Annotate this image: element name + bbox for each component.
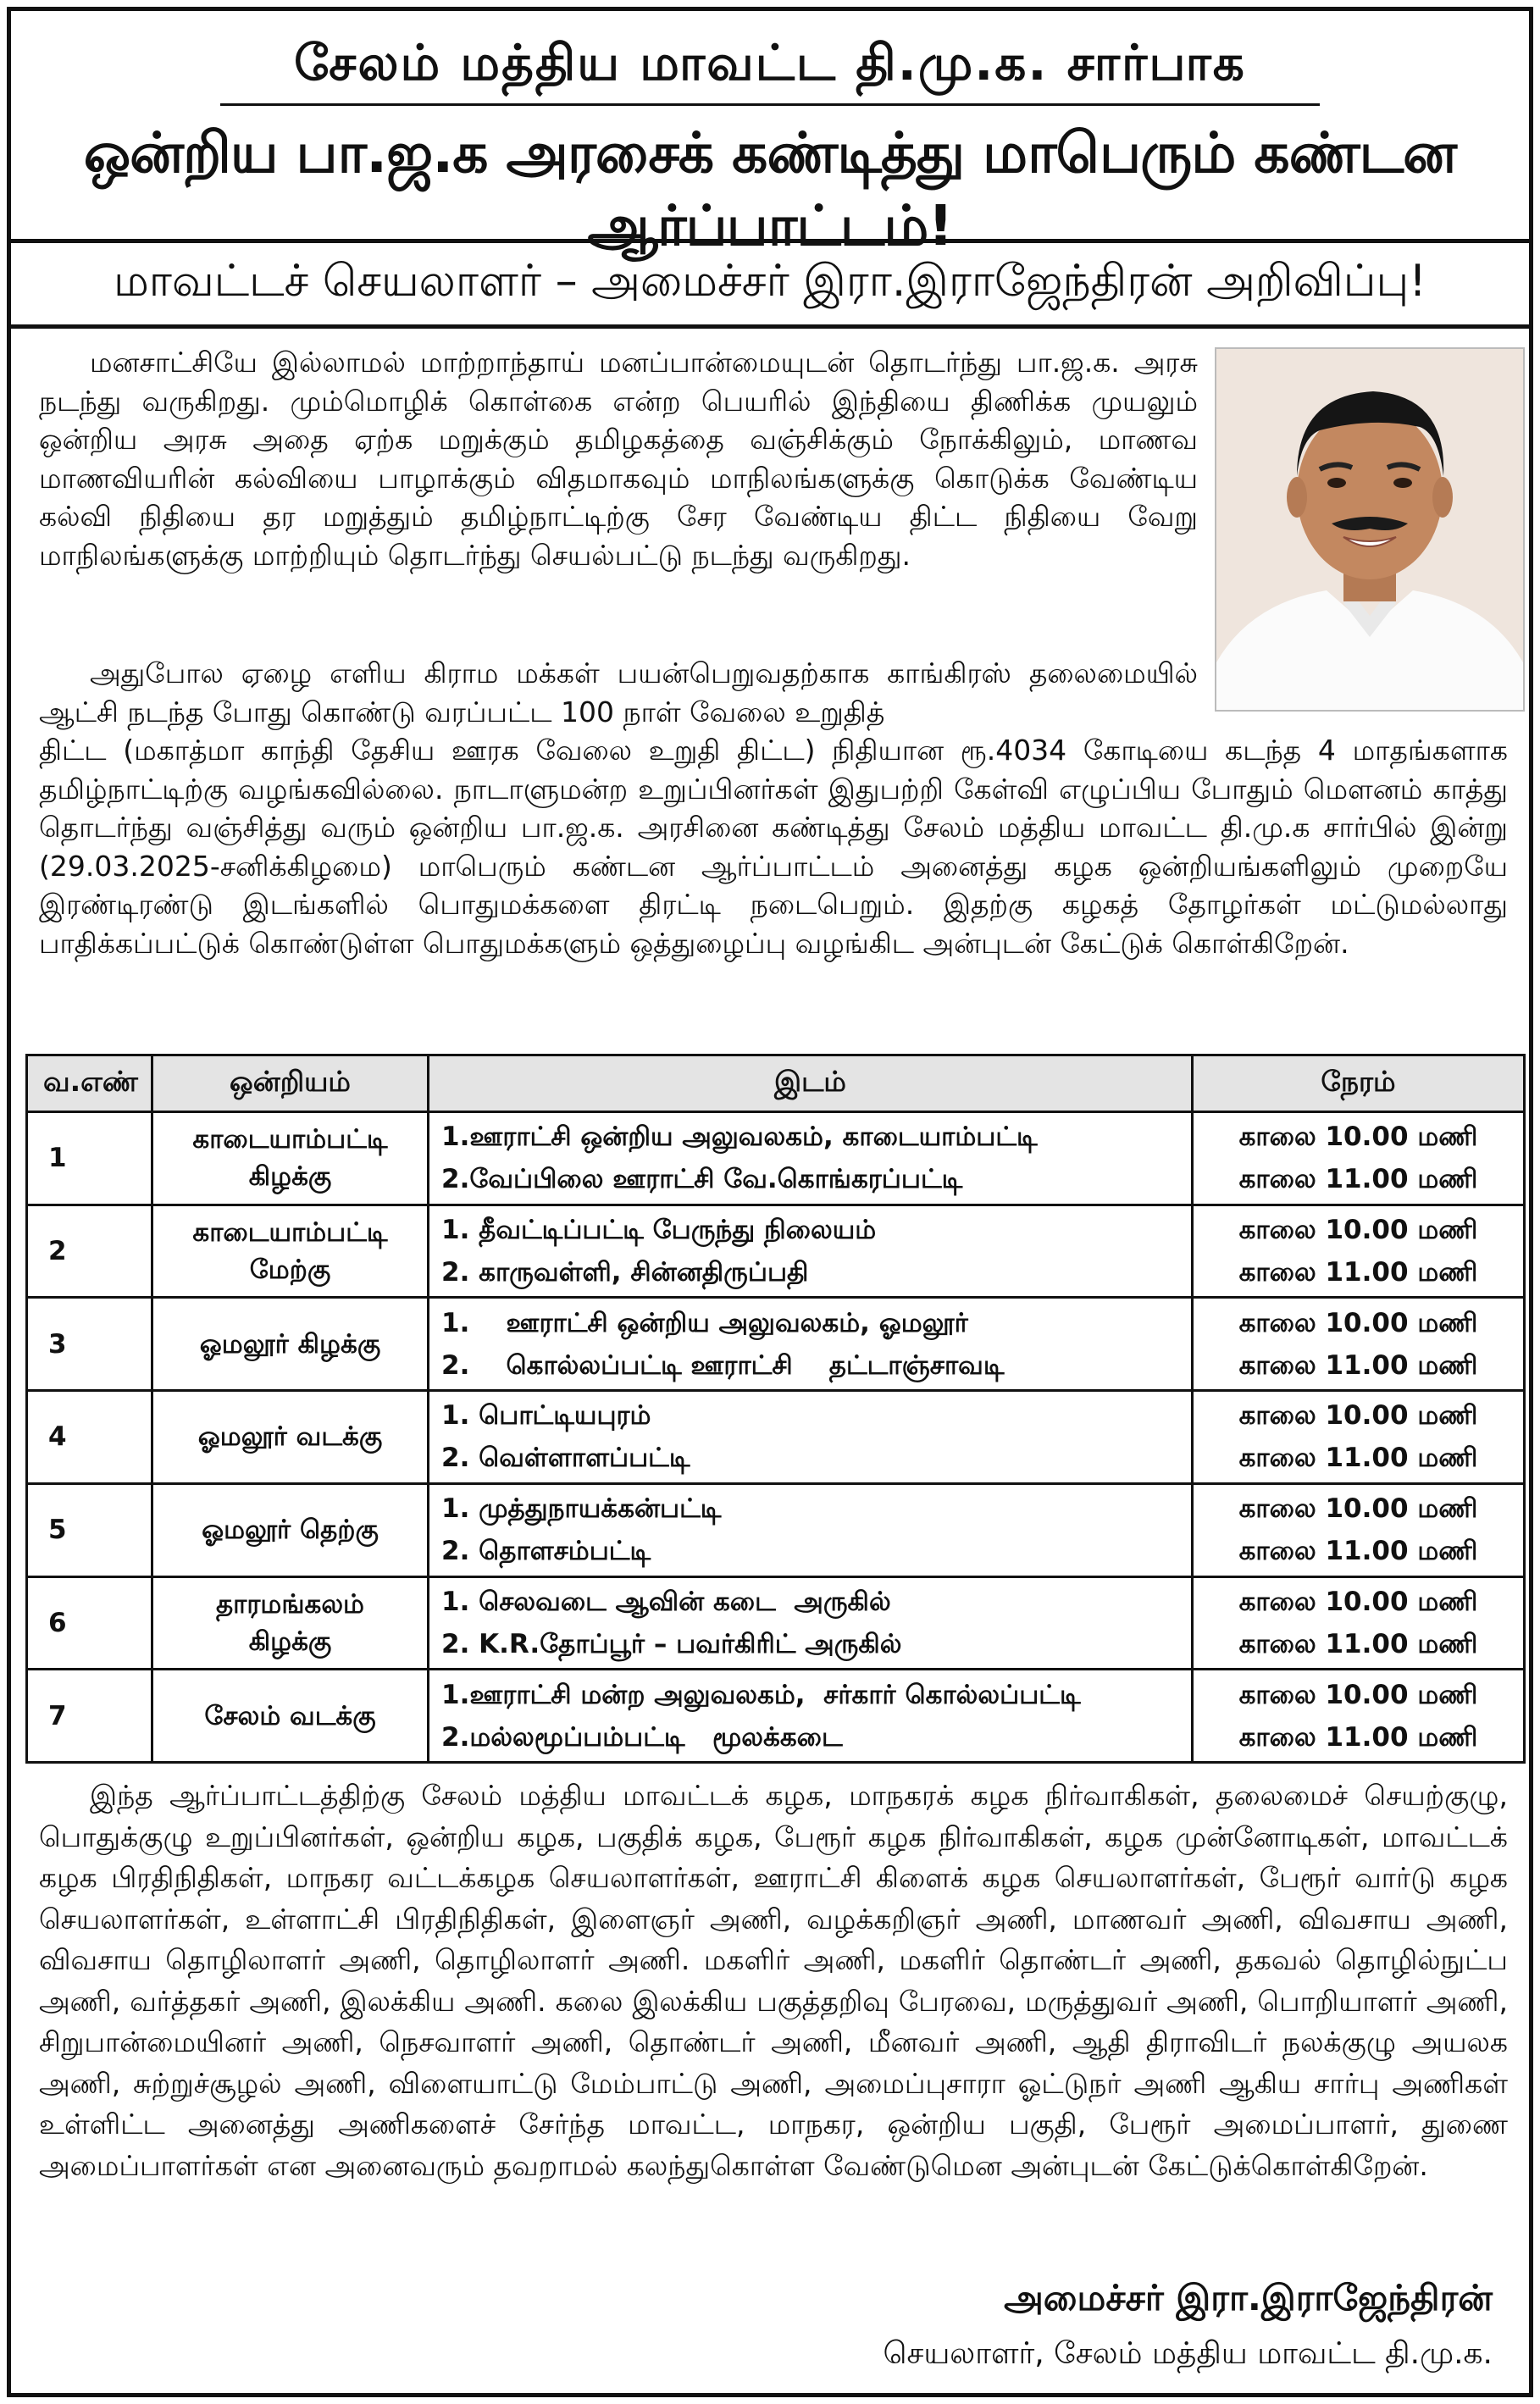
union-name: ஓமலூர் வடக்கு (152, 1391, 429, 1484)
table-header-row (27, 1055, 1525, 1112)
organization-underline (220, 103, 1320, 106)
row-number: 3 (27, 1298, 152, 1391)
row-number: 1 (27, 1112, 152, 1205)
time-list: காலை 10.00 மணி காலை 11.00 மணி (1193, 1205, 1525, 1298)
table-row (27, 1205, 1525, 1298)
union-name: ஓமலூர் தெற்கு (152, 1483, 429, 1576)
row-number: 7 (27, 1670, 152, 1763)
venue-list: 1. செலவடை ஆவின் கடை அருகில் 2. K.R.தோப்பூர் – பவர்கிரிட் அருகில் (429, 1576, 1193, 1670)
venue-list: 1.ஊராட்சி மன்ற அலுவலகம், சர்கார் கொல்லப்பட்டி 2.மல்லமூப்பம்பட்டி மூலக்கடை (429, 1670, 1193, 1763)
row-number: 2 (27, 1205, 152, 1298)
table-row (27, 1298, 1525, 1391)
divider-top (7, 239, 1533, 243)
time-list: காலை 10.00 மணி காலை 11.00 மணி (1193, 1483, 1525, 1576)
column-header-time: நேரம் (1193, 1055, 1525, 1112)
union-name: ஓமலூர் கிழக்கு (152, 1298, 429, 1391)
signatory-title: செயலாளர், சேலம் மத்திய மாவட்ட தி.மு.க. (883, 2336, 1493, 2371)
table-row (27, 1112, 1525, 1205)
time-list: காலை 10.00 மணி காலை 11.00 மணி (1193, 1391, 1525, 1484)
row-number: 4 (27, 1391, 152, 1484)
union-name: காடையாம்பட்டி மேற்கு (152, 1205, 429, 1298)
venue-list: 1. முத்துநாயக்கன்பட்டி 2. தொளசம்பட்டி (429, 1483, 1193, 1576)
main-headline: ஒன்றிய பா.ஜ.க அரசைக் கண்டித்து மாபெரும் கண்டன ஆர்ப்பாட்டம்! (83, 120, 1457, 258)
venue-list: 1.ஊராட்சி ஒன்றிய அலுவலகம், காடையாம்பட்டி 2.வேப்பிலை ஊராட்சி வே.கொங்கரப்பட்டி (429, 1112, 1193, 1205)
paragraph-second-start: அதுபோல ஏழை எளிய கிராம மக்கள் பயன்பெறுவதற்காக காங்கிரஸ் தலைமையில் ஆட்சி நடந்த போது கொண்டு வரப்பட்ட 100 நாள் வேலை உறுதித் (39, 656, 1198, 728)
paragraph-intro: மனசாட்சியே இல்லாமல் மாற்றாந்தாய் மனப்பான்மையுடன் தொடர்ந்து பா.ஜ.க. அரசு நடந்து வருகிறது. மும்மொழிக் கொள்கை என்ற பெயரில் இந்தியை திணிக்க முயலும் ஒன்றிய அரசு அதை ஏற்க மறுக்கும் தமிழகத்தை வஞ்சிக்கும் நோக்கிலும், மாணவ மாணவியரின் கல்வியை பாழாக்கும் விதமாகவும் மாநிலங்களுக்கு கொடுக்க வேண்டிய கல்வி நிதியை தர மறுத்தும் தமிழ்நாட்டிற்கு சேர வேண்டிய திட்ட நிதியை வேறு மாநிலங்களுக்கு மாற்றியும் தொடர்ந்து செயல்பட்டு நடந்து வருகிறது. (39, 346, 1198, 572)
union-name: காடையாம்பட்டி கிழக்கு (152, 1112, 429, 1205)
union-name: தாரமங்கலம் கிழக்கு (152, 1576, 429, 1670)
row-number: 6 (27, 1576, 152, 1670)
column-header-sno: வ.எண் (27, 1055, 152, 1112)
time-list: காலை 10.00 மணி காலை 11.00 மணி (1193, 1670, 1525, 1763)
organization-line: சேலம் மத்திய மாவட்ட தி.மு.க. சார்பாக (294, 34, 1246, 91)
divider-sub (7, 324, 1533, 329)
table-row (27, 1483, 1525, 1576)
minister-photo (1215, 347, 1525, 712)
column-header-union: ஒன்றியம் (152, 1055, 429, 1112)
sub-headline: மாவட்டச் செயலாளர் – அமைச்சர் இரா.இராஜேந்திரன் அறிவிப்பு! (113, 256, 1427, 307)
venue-list: 1. தீவட்டிப்பட்டி பேருந்து நிலையம் 2. காருவள்ளி, சின்னதிருப்பதி (429, 1205, 1193, 1298)
time-list: காலை 10.00 மணி காலை 11.00 மணி (1193, 1298, 1525, 1391)
signatory-name: அமைச்சர் இரா.இராஜேந்திரன் (1004, 2277, 1493, 2318)
protest-schedule-table (25, 1054, 1526, 1764)
paragraph-second-continued: திட்ட (மகாத்மா காந்தி தேசிய ஊரக வேலை உறுதி திட்ட) நிதியான ரூ.4034 கோடியை கடந்த 4 மாதங்களாக தமிழ்நாட்டிற்கு வழங்கவில்லை. நாடாளுமன்ற உறுப்பினர்கள் இதுபற்றி கேள்வி எழுப்பிய போதும் மௌனம் காத்து தொடர்ந்து வஞ்சித்து வரும் ஒன்றிய பா.ஜ.க. அரசினை கண்டித்து சேலம் மத்திய மாவட்ட தி.மு.க சார்பில் இன்று (29.03.2025-சனிக்கிழமை) மாபெரும் கண்டன ஆர்ப்பாட்டம் அனைத்து கழக ஒன்றியங்களிலும் முறையே இரண்டிரண்டு இடங்களில் பொதுமக்களை திரட்டி நடைபெறும். இதற்கு கழகத் தோழர்கள் மட்டுமல்லாது பாதிக்கப்பட்டுக் கொண்டுள்ள பொதுமக்களும் ஒத்துழைப்பு வழங்கிட அன்புடன் கேட்டுக் கொள்கிறேன். (39, 734, 1508, 960)
column-header-place: இடம் (429, 1055, 1193, 1112)
table-row (27, 1576, 1525, 1670)
table-row (27, 1670, 1525, 1763)
venue-list: 1. பொட்டியபுரம் 2. வெள்ளாளப்பட்டி (429, 1391, 1193, 1484)
table-row (27, 1391, 1525, 1484)
time-list: காலை 10.00 மணி காலை 11.00 மணி (1193, 1576, 1525, 1670)
venue-list: 1. ஊராட்சி ஒன்றிய அலுவலகம், ஓமலூர் 2. கொல்லப்பட்டி ஊராட்சி தட்டாஞ்சாவடி (429, 1298, 1193, 1391)
portrait-image (1216, 349, 1523, 710)
union-name: சேலம் வடக்கு (152, 1670, 429, 1763)
row-number: 5 (27, 1483, 152, 1576)
time-list: காலை 10.00 மணி காலை 11.00 மணி (1193, 1112, 1525, 1205)
closing-paragraph: இந்த ஆர்ப்பாட்டத்திற்கு சேலம் மத்திய மாவட்டக் கழக, மாநகரக் கழக நிர்வாகிகள், தலைமைச் செயற்குழு, பொதுக்குழு உறுப்பினர்கள், ஒன்றிய கழக, பகுதிக் கழக, பேரூர் கழக நிர்வாகிகள், கழக முன்னோடிகள், மாவட்டக் கழக பிரதிநிதிகள், மாநகர வட்டக்கழக செயலாளர்கள், ஊராட்சி கிளைக் கழக செயலாளர்கள், பேரூர் வார்டு கழக செயலாளர்கள், உள்ளாட்சி பிரதிநிதிகள், இளைஞர் அணி, வழக்கறிஞர் அணி, மாணவர் அணி, விவசாய அணி, விவசாய தொழிலாளர் அணி, தொழிலாளர் அணி. மகளிர் அணி, மகளிர் தொண்டர் அணி, தகவல் தொழில்நுட்ப அணி, வர்த்தகர் அணி, இலக்கிய அணி. கலை இலக்கிய பகுத்தறிவு பேரவை, மருத்துவர் அணி, பொறியாளர் அணி, சிறுபான்மையினர் அணி, நெசவாளர் அணி, தொண்டர் அணி, மீனவர் அணி, ஆதி திராவிடர் நலக்குழு அயலக அணி, சுற்றுச்சூழல் அணி, விளையாட்டு மேம்பாட்டு அணி, அமைப்புசாரா ஓட்டுநர் அணி ஆகிய சார்பு அணிகள் உள்ளிட்ட அனைத்து அணிகளைச் சேர்ந்த மாவட்ட, மாநகர, ஒன்றிய பகுதி, பேரூர் அமைப்பாளர், துணை அமைப்பாளர்கள் என அனைவரும் தவறாமல் கலந்துகொள்ள வேண்டுமென அன்புடன் கேட்டுக்கொள்கிறேன். (39, 1779, 1508, 2182)
